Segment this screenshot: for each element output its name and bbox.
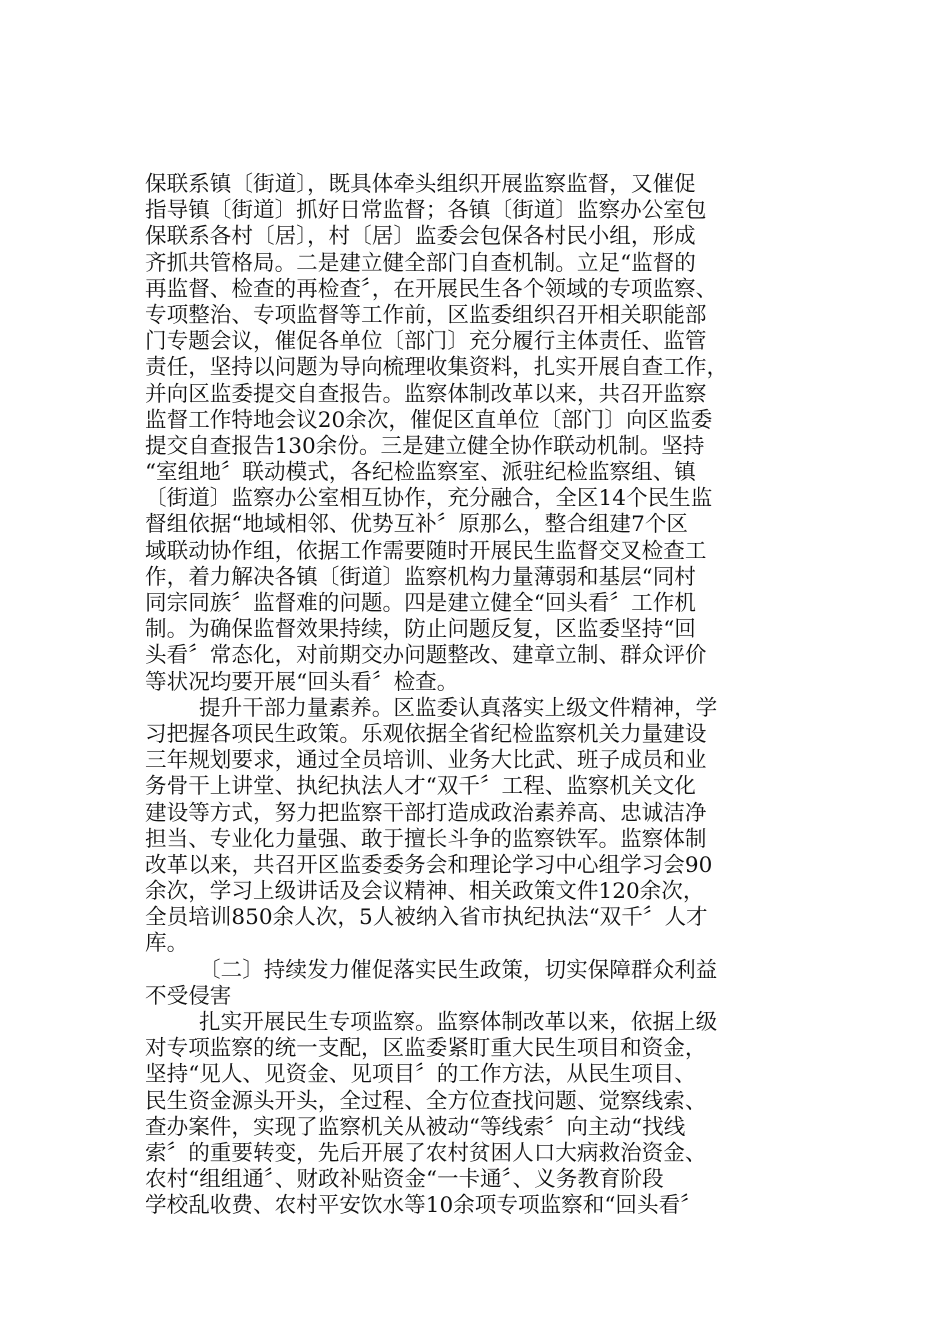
text-line-1: 保联系镇〔街道〕，既具体牵头组织开展监察监督，又催促 xyxy=(145,172,696,197)
text-line-37: 查办案件，实现了监察机关从被动“等线索〞向主动“找线 xyxy=(145,1114,686,1140)
text-line-9: 并向区监委提交自查报告。监察体制改革以来，共召开监察 xyxy=(145,381,707,407)
text-line-21: 提升干部力量素养。区监委认真落实上级文件精神，学 xyxy=(199,695,718,721)
text-line-38: 索〞的重要转变，先后开展了农村贫困人口大病救治资金、 xyxy=(145,1140,707,1166)
text-line-26: 担当、专业化力量强、敢于擅长斗争的监察铁军。监察体制 xyxy=(145,826,707,852)
text-line-34: 对专项监察的统一支配，区监委紧盯重大民生项目和资金， xyxy=(145,1036,707,1062)
text-line-6: 专项整治、专项监督等工作前，区监委组织召开相关职能部 xyxy=(145,302,707,328)
text-line-15: 域联动协作组，依据工作需要随时开展民生监督交叉检查工 xyxy=(145,538,707,564)
text-line-20: 等状况均要开展“回头看〞检查。 xyxy=(145,669,459,695)
text-line-2: 指导镇〔街道〕抓好日常监督；各镇〔街道〕监察办公室包 xyxy=(145,198,707,224)
text-line-16: 作，着力解决各镇〔街道〕监察机构力量薄弱和基层“同村 xyxy=(145,564,696,590)
text-line-33: 扎实开展民生专项监察。监察体制改革以来，依据上级 xyxy=(199,1010,718,1035)
text-line-39: 农村“组组通〞、财政补贴资金“一卡通〞、义务教育阶段 xyxy=(145,1167,664,1193)
text-line-8: 责任，坚持以问题为导向梳理收集资料，扎实开展自查工作， xyxy=(145,355,729,381)
text-line-17: 同宗同族〞监督难的问题。四是建立健全“回头看〞工作机 xyxy=(145,591,696,616)
text-line-3: 保联系各村〔居〕，村〔居〕监委会包保各村民小组，形成 xyxy=(145,224,696,250)
text-line-14: 督组依据“地域相邻、优势互补〞原那么，整合组建7个区 xyxy=(145,512,689,538)
text-line-10: 监督工作特地会议20余次，催促区直单位〔部门〕向区监委 xyxy=(145,407,713,433)
text-line-24: 务骨干上讲堂、执纪执法人才“双千〞工程、监察机关文化 xyxy=(145,774,696,800)
text-line-27: 改革以来，共召开区监委委务会和理论学习中心组学习会90 xyxy=(145,852,713,878)
text-line-35: 坚持“见人、见资金、见项目〞的工作方法，从民生项目、 xyxy=(145,1062,696,1088)
text-line-40: 学校乱收费、农村平安饮水等10余项专项监察和“回头看〞 xyxy=(145,1193,702,1219)
text-line-4: 齐抓共管格局。二是建立健全部门自查机制。立足“监督的 xyxy=(145,250,696,276)
text-line-13: 〔街道〕监察办公室相互协作，充分融合，全区14个民生监 xyxy=(145,486,713,512)
text-line-25: 建设等方式，努力把监察干部打造成政治素养高、忠诚洁净 xyxy=(145,800,707,826)
text-line-19: 头看〞常态化，对前期交办问题整改、建章立制、群众评价 xyxy=(145,643,707,669)
text-line-29: 全员培训850余人次，5人被纳入省市执纪执法“双千〞人才 xyxy=(145,905,708,931)
section-heading-line-1: 〔二〕持续发力催促落实民生政策，切实保障群众利益 xyxy=(199,957,718,983)
text-line-23: 三年规划要求，通过全员培训、业务大比武、班子成员和业 xyxy=(145,748,707,774)
text-line-30: 库。 xyxy=(145,931,189,957)
text-line-18: 制。为确保监督效果持续，防止问题反复，区监委坚持“回 xyxy=(145,617,696,643)
text-line-5: 再监督、检查的再检查〞，在开展民生各个领域的专项监察、 xyxy=(145,276,718,302)
text-line-7: 门专题会议，催促各单位〔部门〕充分履行主体责任、监管 xyxy=(145,329,707,355)
text-line-28: 余次，学习上级讲话及会议精神、相关政策文件120余次， xyxy=(145,879,705,905)
text-line-12: “室组地〞联动模式，各纪检监察室、派驻纪检监察组、镇 xyxy=(145,460,696,486)
section-heading-line-2: 不受侵害 xyxy=(145,983,232,1009)
text-line-36: 民生资金源头开头，全过程、全方位查找问题、觉察线索、 xyxy=(145,1088,707,1114)
text-line-22: 习把握各项民生政策。乐观依据全省纪检监察机关力量建设 xyxy=(145,721,707,747)
document-body xyxy=(145,172,805,1220)
text-line-11: 提交自查报告130余份。三是建立健全协作联动机制。坚持 xyxy=(145,433,705,459)
